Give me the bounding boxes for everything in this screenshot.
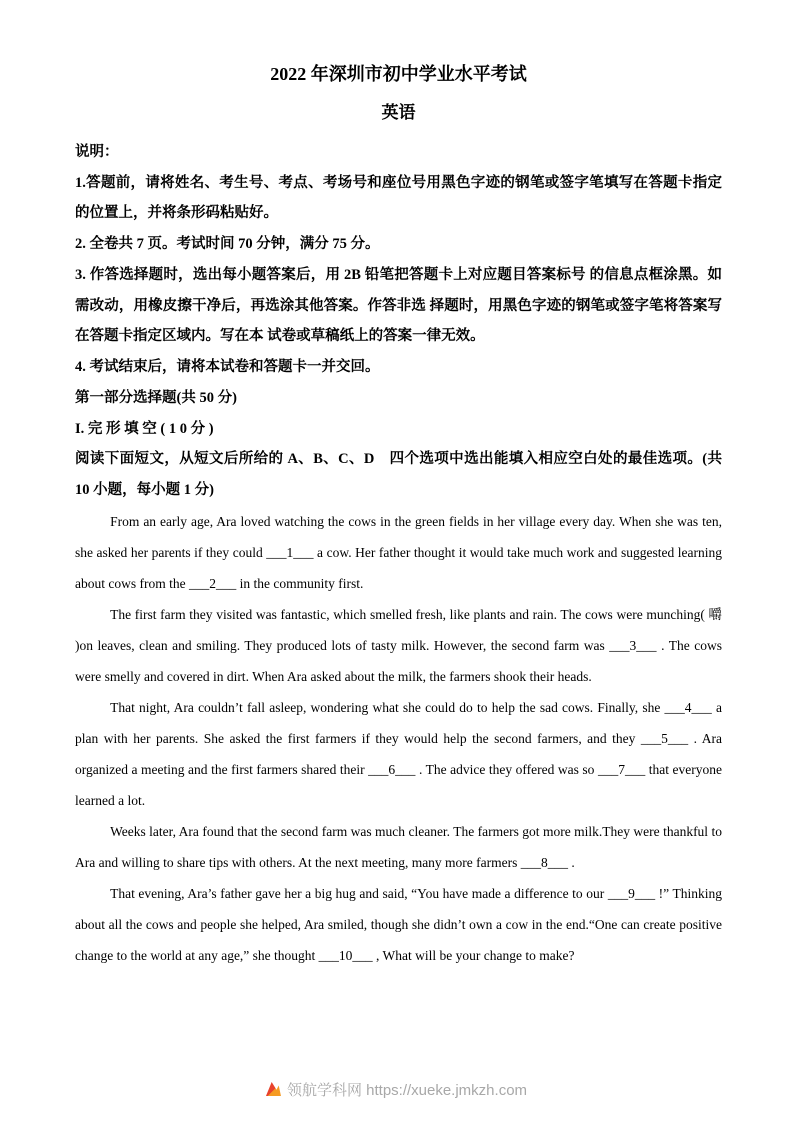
passage-paragraph-5: That evening, Ara’s father gave her a big hug and said, “You have made a difference to our ___9___ !” Thinking about all the cows and people she helped, Ara smiled, though she didn’t own a cow in the end.“One can create positive change to the world at any age,” she thought ___10___ , What will be your change to make? — [75, 886, 722, 964]
part1-heading: 第一部分选择题(共 50 分) — [75, 389, 237, 406]
passage-paragraph-4: Weeks later, Ara found that the second farm was much cleaner. The farmers got more milk.They were thankful to Ara and willing to share tips with others. At the next meeting, many more farmers ___8___ . — [75, 824, 722, 871]
passage-paragraph-1: From an early age, Ara loved watching the cows in the green fields in her village every day. When she was ten, she asked her parents if they could ___1___ a cow. Her father thought it would take much work and suggested learning about cows from the ___2___ in the community first. — [75, 513, 722, 591]
exam-subject: 英语 — [381, 103, 416, 123]
instruction-item-3: 3. 作答选择题时，选出每小题答案后，用 2B 铅笔把答题卡上对应题目答案标号 的信息点框涂黑。如需改动，用橡皮擦干净后，再选涂其他答案。作答非选 择题时，用黑色字迹的钢笔或签字笔将答案写在答题卡指定区域内。写在本 试卷或草稿纸上的答案一律无效。 — [75, 266, 722, 345]
instructions-heading: 说明： — [75, 143, 119, 160]
footer-site-text: 领航学科网 https://xueke.jmkzh.com — [286, 1082, 528, 1099]
cloze-section-heading: I. 完 形 填 空 ( 1 0 分 ) — [75, 420, 214, 437]
passage-paragraph-3: That night, Ara couldn’t fall asleep, wondering what she could do to help the sad cows. Finally, she ___4___ a plan with her parents. She asked the first farmers if they would help the second farmers, and they ___5___ . Ara organized a meeting and the first farmers shared their ___6___ . The advice they offered was so ___7___ that everyone learned a lot. — [75, 700, 722, 809]
footer-watermark — [0, 1079, 793, 1100]
passage-paragraph-2: The first farm they visited was fantastic, which smelled fresh, like plants and rain. The cows were munching( 嚼 )on leaves, clean and smiling. They produced lots of tasty milk. However, the second farm was ___3___ . The cows were smelly and covered in dirt. When Ara asked about the milk, the farmers shook their heads. — [75, 606, 722, 685]
instruction-item-1: 1.答题前，请将姓名、考生号、考点、考场号和座位号用黑色字迹的钢笔或签字笔填写在答题卡指定的位置上，并将条形码粘贴好。 — [75, 174, 722, 222]
exam-title: 2022 年深圳市初中学业水平考试 — [270, 64, 527, 84]
site-logo-icon — [266, 1082, 281, 1096]
instruction-item-4: 4. 考试结束后，请将本试卷和答题卡一并交回。 — [75, 359, 380, 376]
cloze-intro: 阅读下面短文，从短文后所给的 A、B、C、D 四个选项中选出能填入相应空白处的最佳选项。(共 10 小题，每小题 1 分) — [75, 451, 722, 499]
instruction-item-2: 2. 全卷共 7 页。考试时间 70 分钟，满分 75 分。 — [75, 236, 380, 253]
